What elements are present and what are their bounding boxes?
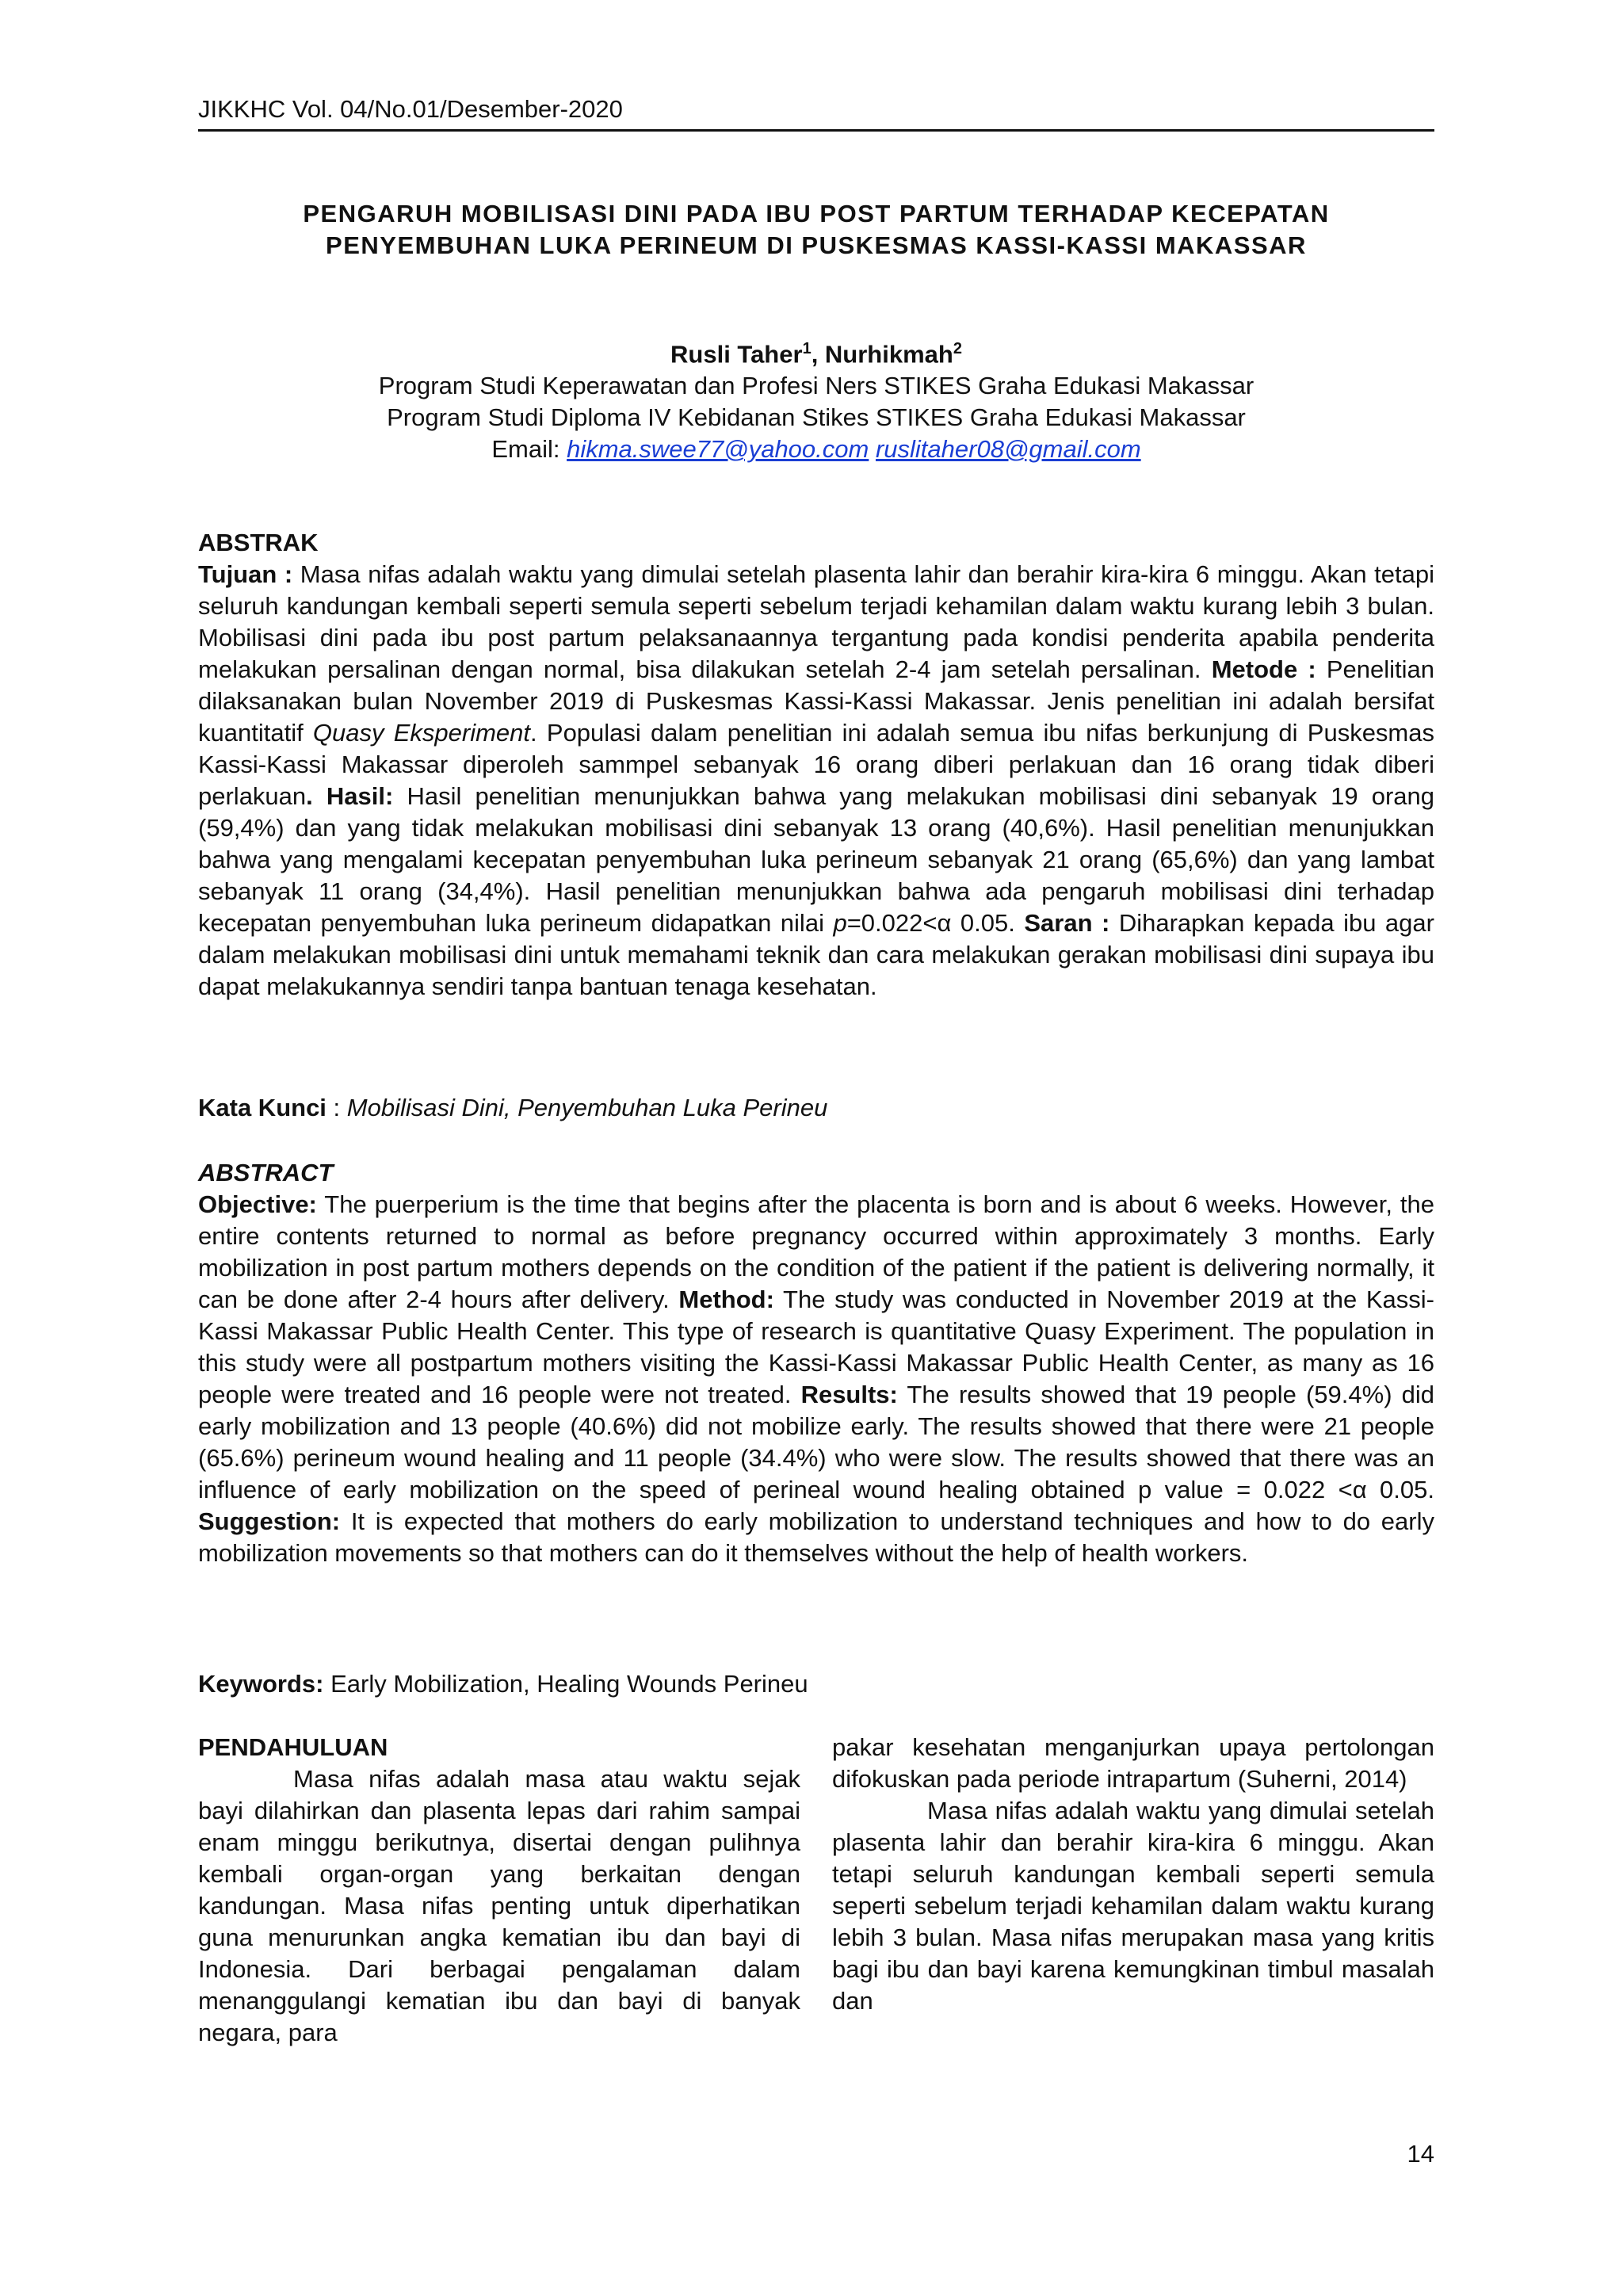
header-divider [198, 129, 1434, 132]
abstract-body [198, 1189, 1434, 1569]
metode-text-b: . Populasi dalam penelitian ini adalah semua ibu nifas berkunjung di Puskesmas Kassi-Kassi Makassar diperoleh sammpel sebanyak 16 orang diberi perlakuan dan 16 orang tidak diberi perlakuan [198, 719, 1434, 810]
author-2: Nurhikmah [824, 340, 953, 369]
hasil-label: Hasil: [312, 782, 394, 810]
method-text: The study was conducted in November 2019 at the Kassi-Kassi Makassar Public Health Center. This type of research is quantitative Quasy Experiment. The population in this study were all postpartum mothers visiting the Kassi-Kassi Makassar Public Health Center, as many as 16 people were treated and 16 people were not treated. [198, 1286, 1434, 1408]
title-line-2: PENYEMBUHAN LUKA PERINEUM DI PUSKESMAS KASSI-KASSI MAKASSAR [326, 231, 1307, 259]
page-number: 14 [1407, 2140, 1434, 2168]
email-link-2[interactable]: ruslitaher08@gmail.com [875, 435, 1141, 464]
pendahuluan-right-column [832, 1732, 1434, 2017]
pendahuluan-right-paragraph-1: pakar kesehatan menganjurkan upaya pertolongan difokuskan pada periode intrapartum (Suherni, 2014) [832, 1733, 1434, 1793]
metode-design: Quasy Eksperiment [312, 719, 531, 747]
metode-dot: . [306, 782, 313, 810]
author-names [198, 333, 1434, 370]
keywords-value: Early Mobilization, Healing Wounds Perineu [323, 1670, 808, 1698]
pendahuluan-left-column [198, 1732, 800, 2049]
metode-label: Metode : [1211, 655, 1316, 683]
abstrak-section [198, 527, 1434, 1003]
affiliation-2: Program Studi Diploma IV Kebidanan Stikes STIKES Graha Edukasi Makassar [387, 403, 1246, 432]
author-separator: , [811, 340, 825, 369]
hasil-text-b: =0.022<α 0.05. [846, 909, 1015, 937]
saran-label: Saran : [1024, 909, 1110, 937]
results-label: Results: [800, 1381, 898, 1408]
email-line [198, 434, 1434, 465]
suggestion-text: It is expected that mothers do early mobilization to understand techniques and how to do early mobilization movements so that mothers can do it themselves without the help of health workers. [198, 1507, 1434, 1567]
method-label: Method: [678, 1286, 774, 1313]
kata-kunci-value: Mobilisasi Dini, Penyembuhan Luka Perineu [346, 1094, 828, 1121]
author-2-affil-mark: 2 [953, 340, 962, 357]
objective-text: The puerperium is the time that begins after the placenta is born and is about 6 weeks. However, the entire contents returned to normal as before pregnancy occurred within approximately 3 months. Early mobilization in post partum mothers depends on the condition of the patient if the patient is delivering normally, it can be done after 2-4 hours after delivery. [198, 1190, 1434, 1313]
kata-kunci-sep: : [326, 1094, 347, 1121]
email-label: Email: [491, 435, 567, 464]
journal-header: JIKKHC Vol. 04/No.01/Desember-2020 [198, 95, 623, 123]
abstrak-body [198, 559, 1434, 1003]
title-line-1: PENGARUH MOBILISASI DINI PADA IBU POST PARTUM TERHADAP KECEPATAN [303, 200, 1330, 227]
metode-text-a: Penelitian dilaksanakan bulan November 2019 di Puskesmas Kassi-Kassi Makassar. Jenis penelitian ini adalah bersifat kuantitatif [198, 655, 1434, 747]
author-block [198, 333, 1434, 465]
pendahuluan-heading: PENDAHULUAN [198, 1733, 388, 1761]
paper-title [198, 198, 1434, 262]
author-1-affil-mark: 1 [802, 340, 812, 357]
abstract-heading: ABSTRACT [198, 1159, 334, 1186]
hasil-p-symbol: p [833, 909, 847, 937]
pendahuluan-right-paragraph-2: Masa nifas adalah waktu yang dimulai setelah plasenta lahir dan berahir kira-kira 6 minggu. Akan tetapi seluruh kandungan kembali seperti semula seperti sebelum terjadi kehamilan dalam waktu kurang lebih 3 bulan. Masa nifas merupakan masa yang kritis bagi ibu dan bayi karena kemungkinan timbul masalah dan [832, 1797, 1434, 2015]
abstract-section [198, 1157, 1434, 1569]
keywords-label: Keywords: [198, 1670, 324, 1698]
email-link-1[interactable]: hikma.swee77@yahoo.com [567, 435, 869, 464]
author-1: Rusli Taher [670, 340, 803, 369]
saran-text: Diharapkan kepada ibu agar dalam melakukan mobilisasi dini untuk memahami teknik dan cara melakukan gerakan mobilisasi dini supaya ibu dapat melakukannya sendiri tanpa bantuan tenaga kesehatan. [198, 909, 1434, 1000]
results-text: The results showed that 19 people (59.4%) did early mobilization and 13 people (40.6%) did not mobilize early. The results showed that there were 21 people (65.6%) perineum wound healing and 11 people (34.4%) who were slow. The results showed that there was an influence of early mobilization on the speed of perineal wound healing obtained p value = 0.022 <α 0.05. [198, 1381, 1435, 1503]
abstrak-heading: ABSTRAK [198, 529, 319, 556]
suggestion-label: Suggestion: [198, 1507, 341, 1535]
kata-kunci-label: Kata Kunci [198, 1094, 327, 1121]
keywords [198, 1668, 1434, 1700]
affiliation-1: Program Studi Keperawatan dan Profesi Ners STIKES Graha Edukasi Makassar [378, 372, 1254, 400]
objective-label: Objective: [198, 1190, 317, 1218]
tujuan-label: Tujuan : [198, 560, 293, 588]
kata-kunci [198, 1092, 1434, 1124]
tujuan-text: Masa nifas adalah waktu yang dimulai setelah plasenta lahir dan berahir kira-kira 6 minggu. Akan tetapi seluruh kandungan kembali seperti semula seperti sebelum terjadi kehamilan dalam waktu kurang lebih 3 bulan. Mobilisasi dini pada ibu post partum pelaksanaannya tergantung pada kondisi penderita apabila penderita melakukan persalinan dengan normal, bisa dilakukan setelah 2-4 jam setelah persalinan. [198, 560, 1435, 683]
pendahuluan-left-paragraph: Masa nifas adalah masa atau waktu sejak bayi dilahirkan dan plasenta lepas dari rahim sampai enam minggu berikutnya, disertai dengan pulihnya kembali organ-organ yang berkaitan dengan kandungan. Masa nifas penting untuk diperhatikan guna menurunkan angka kematian ibu dan bayi di Indonesia. Dari berbagai pengalaman dalam menanggulangi kematian ibu dan bayi di banyak negara, para [198, 1765, 800, 2046]
hasil-text-a: Hasil penelitian menunjukkan bahwa yang melakukan mobilisasi dini sebanyak 19 orang (59,4%) dan yang tidak melakukan mobilisasi dini sebanyak 13 orang (40,6%). Hasil penelitian menunjukkan bahwa yang mengalami kecepatan penyembuhan luka perineum sebanyak 21 orang (65,6%) dan yang lambat sebanyak 11 orang (34,4%). Hasil penelitian menunjukkan bahwa ada pengaruh mobilisasi dini terhadap kecepatan penyembuhan luka perineum didapatkan nilai [198, 782, 1434, 937]
